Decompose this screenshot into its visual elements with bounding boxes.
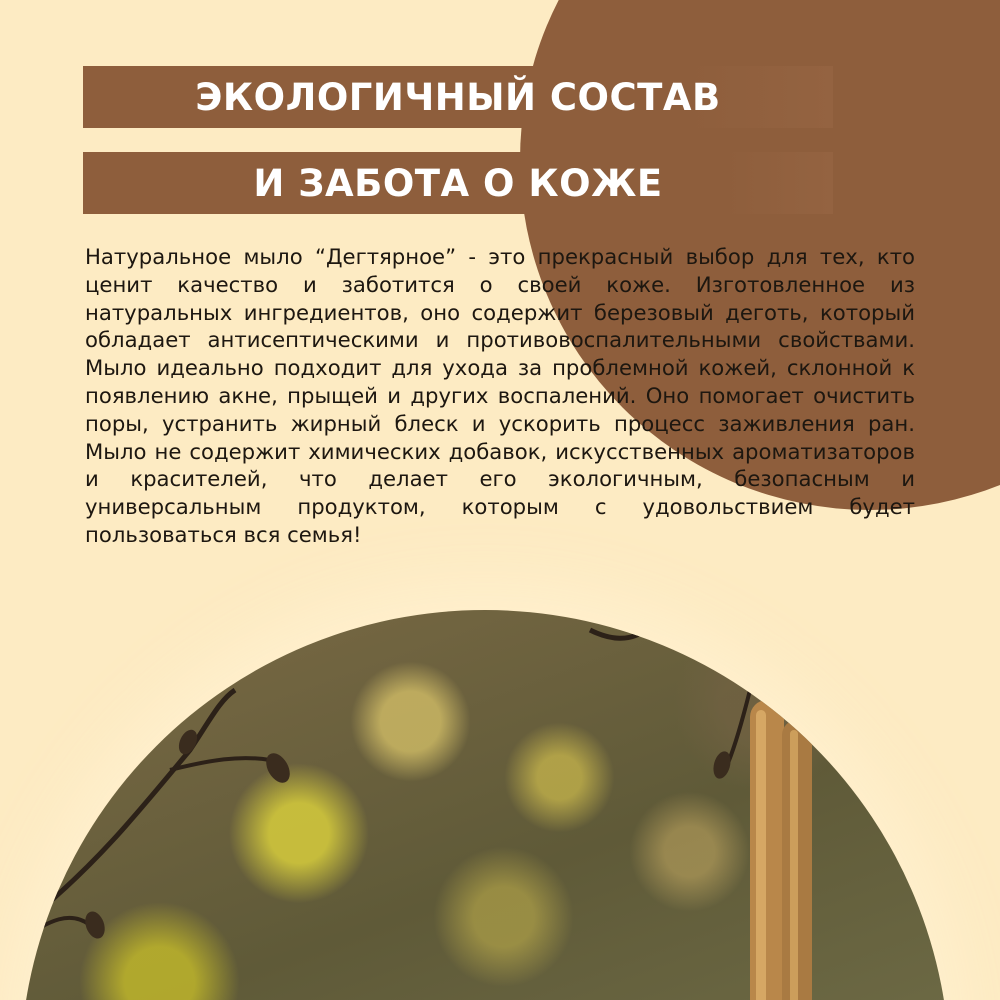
title-line-2: И ЗАБОТА О КОЖЕ	[253, 161, 663, 205]
description-text: Натуральное мыло “Дегтярное” - это прекрасный выбор для тех, кто ценит качество и заботится о своей коже. Изготовленное из натуральных ингредиентов, оно содержит березовый деготь, который обладает антисептическими и противовоспалительными свойствами. Мыло идеально подходит для ухода за проблемной кожей, склонной к появлению акне, прыщей и других воспалений. Оно помогает очистить поры, устранить жирный блеск и ускорить процесс заживления ран. Мыло не содержит химических добавок, искусственных ароматизаторов и красителей, что делает его экологичным, безопасным и универсальным продуктом, которым с удовольствием будет пользоваться вся семья!	[85, 244, 915, 547]
birch-branch-illustration	[20, 610, 950, 1000]
birch-catkins-photo	[20, 610, 950, 1000]
title-line-1: ЭКОЛОГИЧНЫЙ СОСТАВ	[195, 75, 721, 119]
title-banner-line-2	[83, 152, 833, 214]
title-banner-line-1	[83, 66, 833, 128]
